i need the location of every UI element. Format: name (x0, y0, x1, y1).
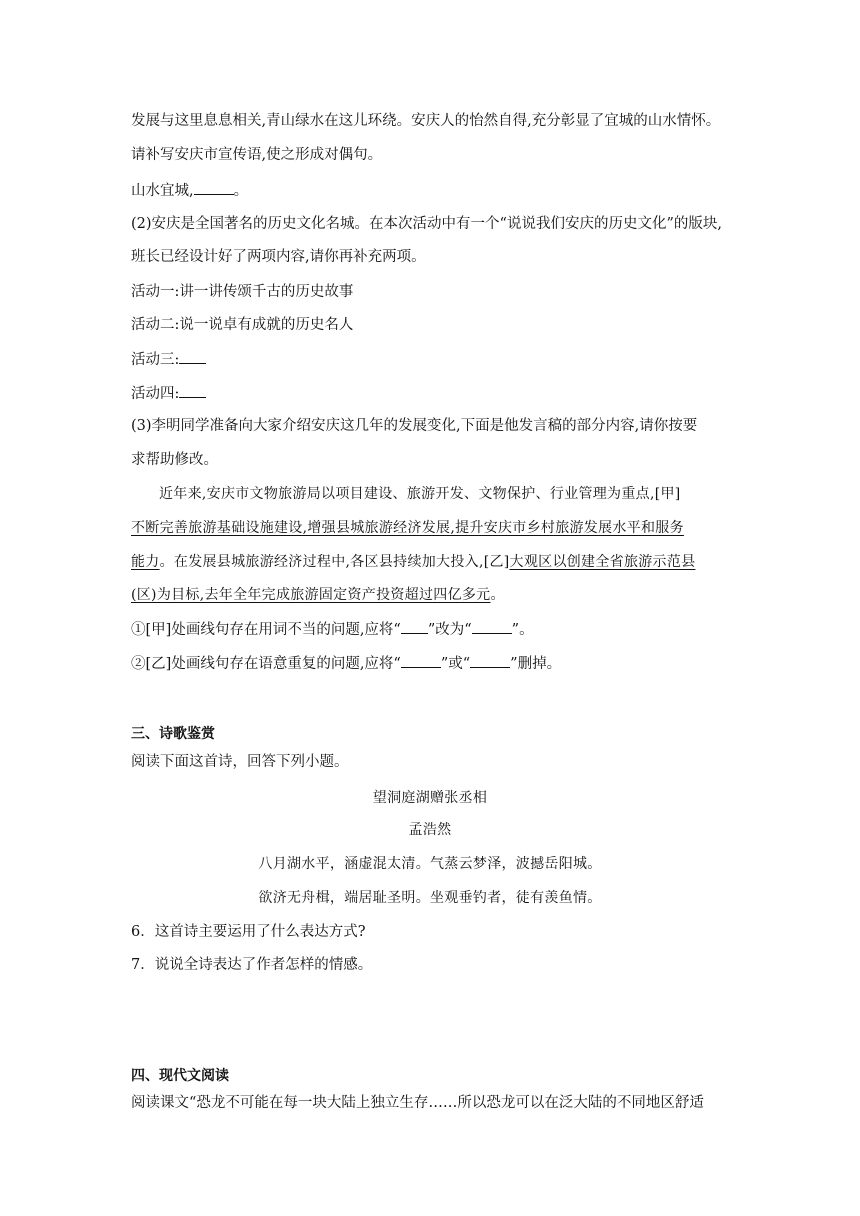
poem-line: 欲济无舟楫，端居耻圣明。坐观垂钓者，徒有羡鱼情。 (258, 890, 602, 906)
poem-title: 望洞庭湖赠张丞相 (372, 790, 488, 806)
poem-line: 八月湖水平，涵虚混太清。气蒸云梦泽，波撼岳阳城。 (258, 856, 602, 872)
question-3-line: 求帮助修改。 (131, 452, 218, 468)
answer-blank[interactable] (472, 619, 512, 634)
sub-question-2 (131, 653, 561, 674)
activity-1: 活动一:讲一讲传颂千古的历史故事 (131, 284, 354, 300)
answer-blank[interactable] (401, 653, 441, 668)
answer-blank[interactable] (179, 383, 206, 398)
sub-question-1 (131, 619, 534, 640)
passage-line (131, 585, 505, 605)
text-line: 发展与这里息息相关,青山绿水在这儿环绕。安庆人的怡然自得,充分彰显了宜城的山水情怀。 (131, 113, 721, 129)
sub-question-text: ”或“ (440, 656, 471, 672)
passage-line: 近年来,安庆市文物旅游局以项目建设、旅游开发、文物保护、行业管理为重点,[甲] (159, 486, 681, 502)
activity-2: 活动二:说一说卓有成就的历史名人 (131, 317, 354, 333)
underlined-text: 大观区以创建全省旅游示范县 (509, 554, 696, 570)
sub-question-text: ②[乙]处画线句存在语意重复的问题,应将“ (131, 656, 401, 672)
fill-in-line (131, 180, 248, 201)
line-suffix: 。 (233, 183, 249, 199)
activity-4-label: 活动四: (131, 386, 180, 402)
poem-author: 孟浩然 (408, 822, 452, 838)
activity-3-label: 活动三: (131, 352, 180, 368)
sub-question-text: ”。 (511, 622, 534, 638)
answer-blank[interactable] (401, 619, 428, 634)
sub-question-text: ①[甲]处画线句存在用词不当的问题,应将“ (131, 622, 401, 638)
sub-question-text: ”删掉。 (510, 656, 562, 672)
section-heading: 四、现代文阅读 (131, 1068, 229, 1084)
sub-question-text: ”改为“ (427, 622, 472, 638)
section-intro: 阅读课文“恐龙不可能在每一块大陆上独立生存……所以恐龙可以在泛大陆的不同地区舒适 (131, 1095, 704, 1111)
activity-4 (131, 383, 206, 404)
section-intro: 阅读下面这首诗，回答下列小题。 (131, 754, 349, 770)
underlined-text: 能力 (131, 554, 160, 570)
underlined-text: (区)为目标,去年全年完成旅游固定资产投资超过四亿多元 (131, 587, 491, 603)
answer-blank[interactable] (470, 653, 510, 668)
passage-line-underlined: 不断完善旅游基础设施建设,增强县城旅游经济发展,提升安庆市乡村旅游发展水平和服务 (131, 520, 684, 536)
answer-blank[interactable] (194, 180, 234, 195)
question-7: 7．说说全诗表达了作者怎样的情感。 (131, 957, 373, 973)
question-6: 6．这首诗主要运用了什么表达方式? (131, 924, 366, 940)
section-heading: 三、诗歌鉴赏 (131, 726, 215, 742)
activity-3 (131, 349, 206, 370)
passage-line (131, 552, 695, 572)
answer-blank[interactable] (179, 349, 206, 364)
line-prefix: 山水宜城, (131, 183, 194, 199)
question-3-line: (3)李明同学准备向大家介绍安庆这几年的发展变化,下面是他发言稿的部分内容,请你按要 (131, 418, 698, 434)
question-2-line: (2)安庆是全国著名的历史文化名城。在本次活动中有一个“说说我们安庆的历史文化”的版块, (131, 216, 722, 232)
passage-text: 。在发展县城旅游经济过程中,各区县持续加大投入,[乙] (159, 554, 510, 570)
passage-text: 。 (490, 587, 505, 603)
question-2-line: 班长已经设计好了两项内容,请你再补充两项。 (131, 249, 426, 265)
text-line: 请补写安庆市宣传语,使之形成对偶句。 (131, 147, 383, 163)
